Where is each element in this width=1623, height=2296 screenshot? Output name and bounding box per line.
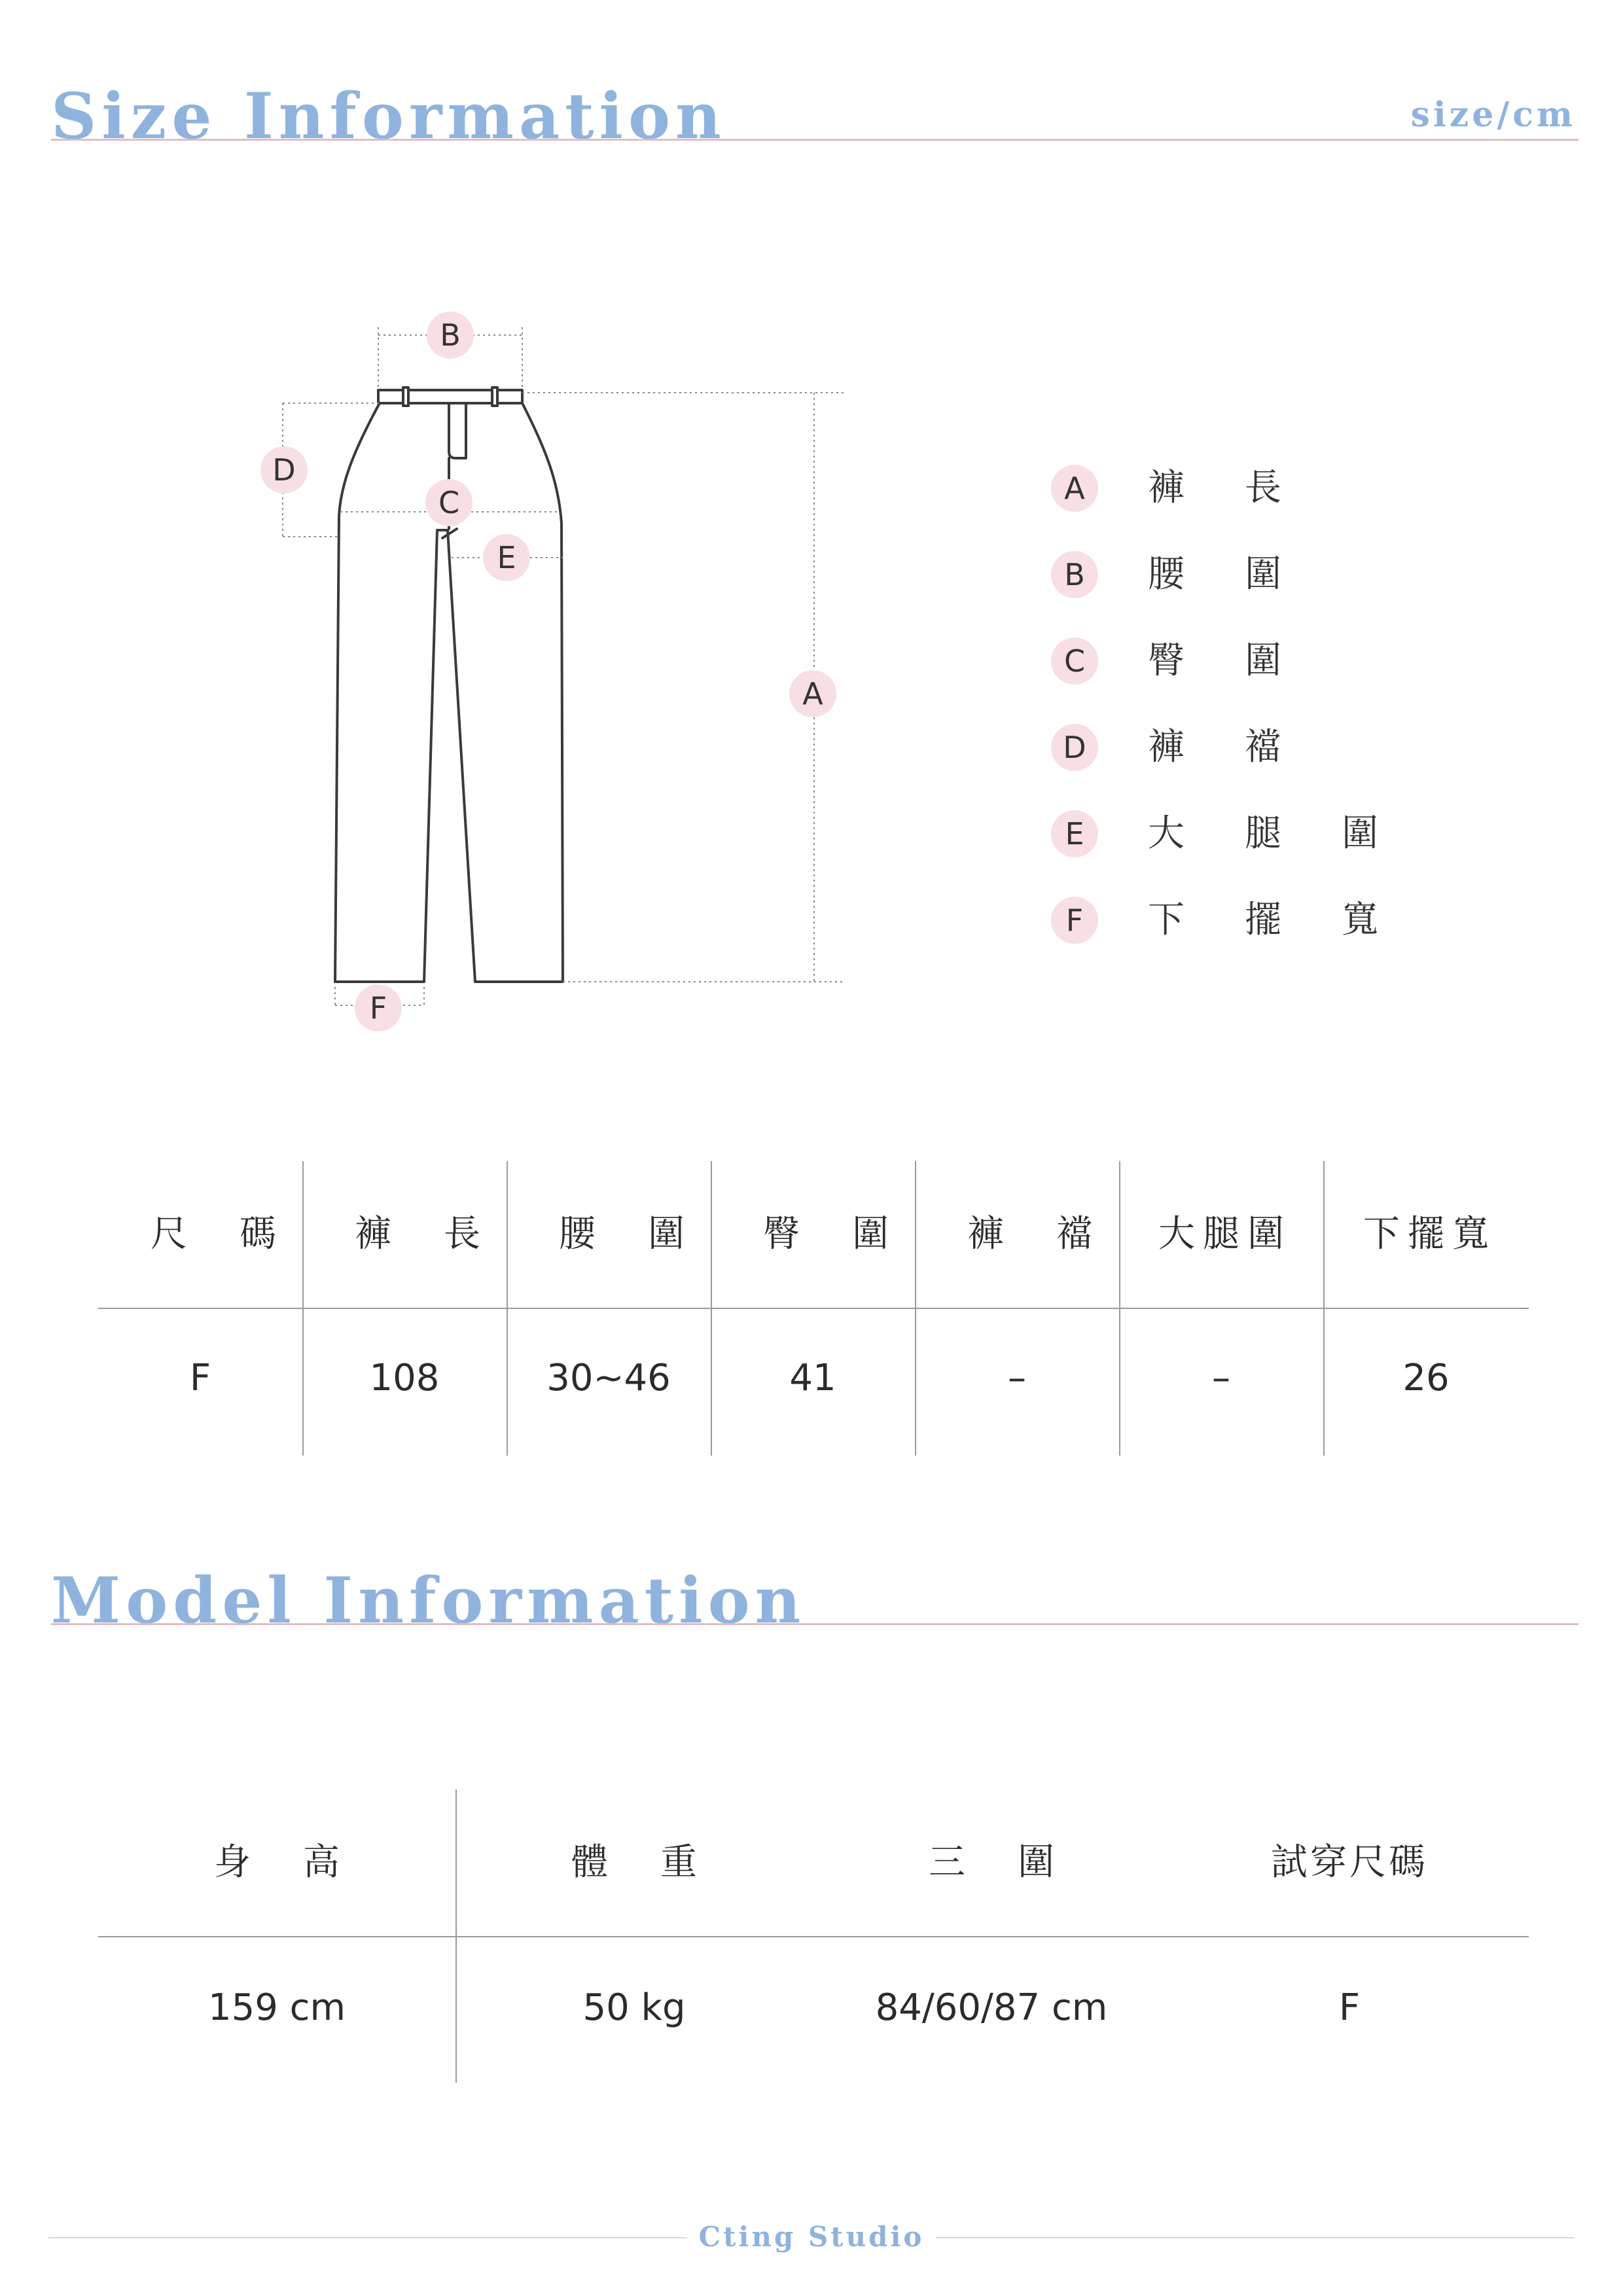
header-hip: 臀圍: [763, 1213, 941, 1255]
pants-outline: [335, 387, 563, 982]
footer-line-left: [48, 2237, 687, 2238]
cell-height: 159 cm: [207, 1986, 346, 2029]
column-divider: [1323, 1161, 1325, 1456]
header-thigh: 大腿圍: [1158, 1213, 1292, 1255]
legend-item-d: [1051, 723, 1444, 772]
column-divider: [915, 1161, 916, 1456]
column-divider: [1119, 1161, 1120, 1456]
legend-label: 褲襠: [1148, 726, 1342, 768]
marker-b: [427, 312, 474, 359]
diagram-markers: [260, 312, 836, 1031]
legend-badge: C: [1051, 637, 1098, 685]
svg-text:C: C: [438, 485, 460, 520]
cell-thigh: –: [1212, 1357, 1230, 1399]
cell-measurements: 84/60/87 cm: [875, 1986, 1108, 2029]
svg-text:A: A: [802, 676, 823, 711]
cell-length: 108: [369, 1357, 440, 1399]
legend-item-b: [1051, 550, 1444, 600]
svg-text:B: B: [440, 317, 461, 353]
footer-brand: Cting Studio: [698, 2221, 925, 2253]
table-divider: [98, 1308, 1529, 1309]
legend-badge: D: [1051, 724, 1098, 771]
table-divider: [98, 1936, 1529, 1937]
svg-text:F: F: [369, 990, 387, 1026]
header-waist: 腰圍: [559, 1213, 737, 1255]
header-rise: 褲襠: [967, 1213, 1145, 1255]
model-information-title: Model Information: [51, 1564, 806, 1638]
legend-item-a: [1051, 463, 1444, 513]
column-divider: [507, 1161, 508, 1456]
size-information-title: Size Information: [51, 79, 726, 153]
model-table: [98, 1789, 1529, 2083]
unit-label: size/cm: [1410, 95, 1576, 135]
header-hem: 下擺寬: [1363, 1213, 1497, 1255]
column-divider: [711, 1161, 712, 1456]
legend-badge: B: [1051, 551, 1098, 598]
cell-size: F: [189, 1357, 211, 1399]
legend-label: 大腿圍: [1148, 812, 1438, 855]
cell-weight: 50 kg: [582, 1986, 686, 2029]
header-height: 身高: [214, 1841, 392, 1884]
svg-text:E: E: [497, 540, 516, 575]
header-weight: 體重: [571, 1841, 749, 1884]
header-measurements: 三圍: [929, 1841, 1107, 1884]
legend-badge: E: [1051, 810, 1098, 857]
size-table: [98, 1161, 1529, 1456]
header-size: 尺碼: [151, 1213, 329, 1255]
header-fitting-size: 試穿尺碼: [1271, 1841, 1428, 1884]
legend-item-e: [1051, 809, 1444, 859]
legend-label: 下擺寬: [1148, 899, 1438, 941]
header-length: 褲長: [355, 1213, 533, 1255]
legend-item-f: [1051, 895, 1444, 945]
cell-hem: 26: [1402, 1357, 1450, 1399]
legend-label: 腰圍: [1148, 553, 1342, 596]
column-divider: [302, 1161, 304, 1456]
marker-e: [483, 534, 530, 581]
column-divider: [455, 1789, 457, 2083]
marker-c: [425, 479, 473, 526]
cell-hip: 41: [789, 1357, 836, 1399]
legend-badge: F: [1051, 897, 1098, 944]
cell-rise: –: [1008, 1357, 1026, 1399]
legend-badge: A: [1051, 465, 1098, 512]
marker-f: [355, 984, 402, 1031]
marker-a: [789, 670, 836, 717]
cell-waist: 30~46: [546, 1357, 671, 1399]
model-title-rule: [51, 1623, 1578, 1625]
svg-text:D: D: [272, 452, 296, 488]
legend-item-c: [1051, 636, 1444, 686]
footer-line-right: [936, 2237, 1575, 2238]
legend-label: 褲長: [1148, 467, 1342, 509]
legend-label: 臀圍: [1148, 639, 1342, 682]
marker-d: [260, 446, 308, 493]
cell-fitting-size: F: [1338, 1986, 1361, 2029]
